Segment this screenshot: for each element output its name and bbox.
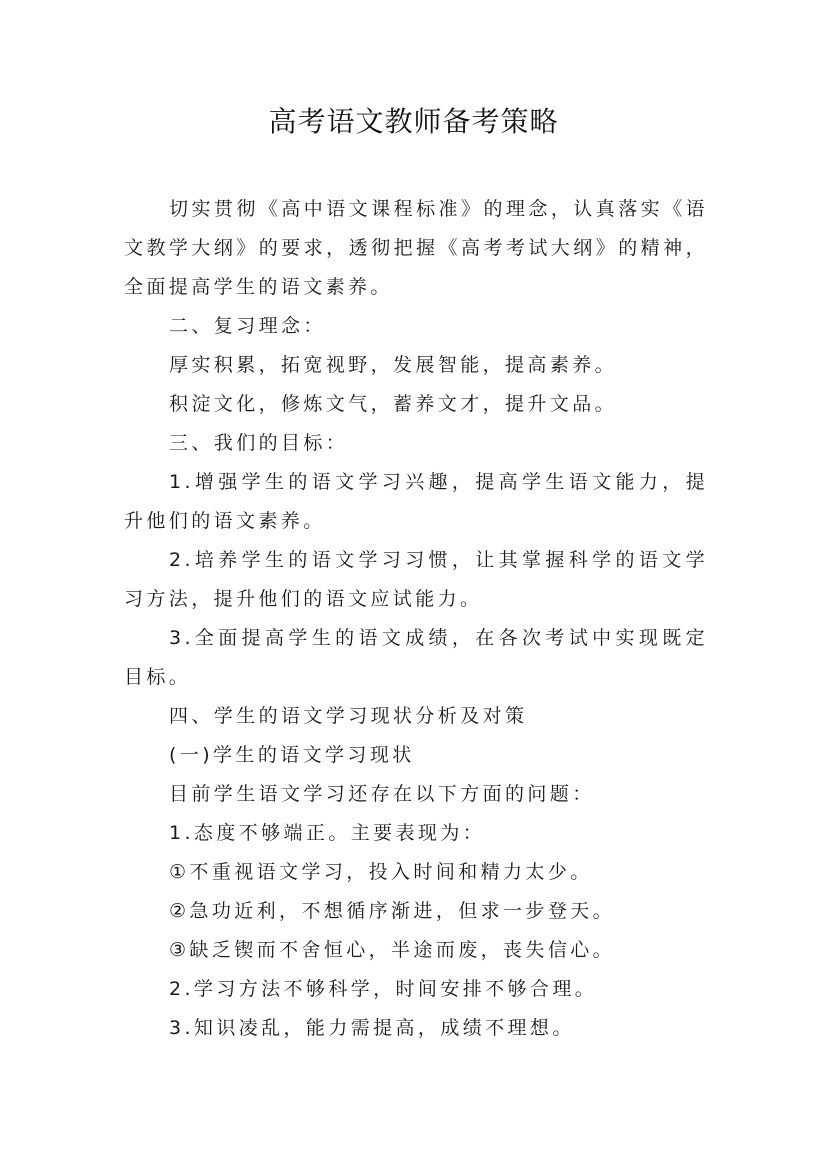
problem-subitem-1: ①不重视语文学习，投入时间和精力太少。: [169, 861, 593, 883]
problem-subitem-3: ③缺乏锲而不舍恒心，半途而废，丧失信心。: [169, 939, 616, 961]
goal-item-2: 2.培养学生的语文学习习惯，让其掌握科学的语文学习方法，提升他们的语文应试能力。: [124, 549, 708, 610]
paragraph-problems-intro: 目前学生语文学习还存在以下方面的问题：: [169, 783, 595, 805]
heading-goals: 三、我们的目标：: [169, 432, 349, 454]
problem-item-1: 1.态度不够端正。主要表现为：: [169, 822, 486, 844]
document-body: [124, 190, 708, 1048]
problem-item-3: 3.知识凌乱，能力需提高，成绩不理想。: [169, 1017, 575, 1039]
page-title: 高考语文教师备考策略: [268, 105, 559, 138]
goal-item-1: 1.增强学生的语文学习兴趣，提高学生语文能力，提升他们的语文素养。: [124, 471, 708, 532]
heading-analysis: 四、学生的语文学习现状分析及对策: [169, 705, 528, 727]
subheading-status: (一)学生的语文学习现状: [169, 744, 415, 766]
paragraph-intro: 切实贯彻《高中语文课程标准》的理念，认真落实《语文教学大纲》的要求，透彻把握《高考考试大纲》的精神，全面提高学生的语文素养。: [124, 198, 708, 298]
problem-item-2: 2.学习方法不够科学，时间安排不够合理。: [169, 978, 598, 1000]
heading-review-concept: 二、复习理念：: [169, 315, 326, 337]
goal-item-3: 3.全面提高学生的语文成绩，在各次考试中实现既定目标。: [124, 627, 708, 688]
problem-subitem-2: ②急功近利，不想循序渐进，但求一步登天。: [169, 900, 616, 922]
paragraph-concept-2: 积淀文化，修炼文气，蓄养文才，提升文品。: [169, 393, 618, 415]
paragraph-concept-1: 厚实积累，拓宽视野，发展智能，提高素养。: [169, 354, 618, 376]
